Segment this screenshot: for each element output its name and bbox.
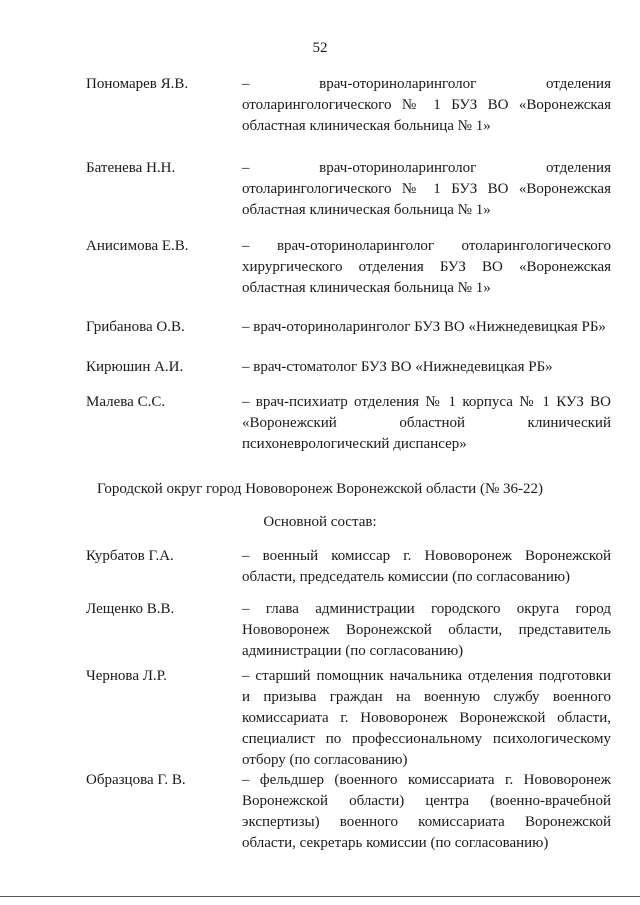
page-bottom-rule [0,896,640,897]
member-description: – фельдшер (военного комиссариата г. Нововоронеж Воронежской области) центра (военно-врачебной экспертизы) военного комиссариата Воронежской области, секретарь комиссии (по согласованию) [242,772,611,851]
member-description: – врач-оториноларинголог БУЗ ВО «Нижнедевицкая РБ» [242,319,606,335]
member-name: Чернова Л.Р. [86,668,167,684]
member-name: Грибанова О.В. [86,319,185,335]
member-description: – врач-оториноларинголог отделения отоларингологического № 1 БУЗ ВО «Воронежская областная клиническая больница № 1» [242,160,611,218]
section-subtitle: Основной состав: [263,514,377,530]
member-name: Малева С.С. [86,394,166,410]
member-name: Образцова Г. В. [86,772,186,788]
member-description: – врач-оториноларинголог отделения отоларингологического № 1 БУЗ ВО «Воронежская областная клиническая больница № 1» [242,76,611,134]
member-name: Лещенко В.В. [86,601,175,617]
member-description: – врач-стоматолог БУЗ ВО «Нижнедевицкая РБ» [242,359,553,375]
member-name: Анисимова Е.В. [86,238,189,254]
member-description: – врач-оториноларинголог отоларингологического хирургического отделения БУЗ ВО «Воронежская областная клиническая больница № 1» [242,238,611,296]
member-name: Кирюшин А.И. [86,359,184,375]
section-title: Городской округ город Нововоронеж Воронежской области (№ 36-22) [96,481,543,497]
member-name: Батенева Н.Н. [86,160,176,176]
member-description: – старший помощник начальника отделения подготовки и призыва граждан на военную службу военного комиссариата г. Нововоронеж Воронежской области, специалист по профессиональному психологическому отбору (по согласованию) [242,668,611,768]
page-number: 52 [312,40,328,56]
member-description: – врач-психиатр отделения № 1 корпуса № 1 КУЗ ВО «Воронежский областной клинический психоневрологический диспансер» [242,394,611,452]
member-description: – глава администрации городского округа город Нововоронеж Воронежской области, представитель администрации (по согласованию) [242,601,611,659]
member-name: Курбатов Г.А. [86,548,174,564]
member-description: – военный комиссар г. Нововоронеж Воронежской области, председатель комиссии (по согласованию) [242,548,611,585]
member-name: Пономарев Я.В. [86,76,189,92]
